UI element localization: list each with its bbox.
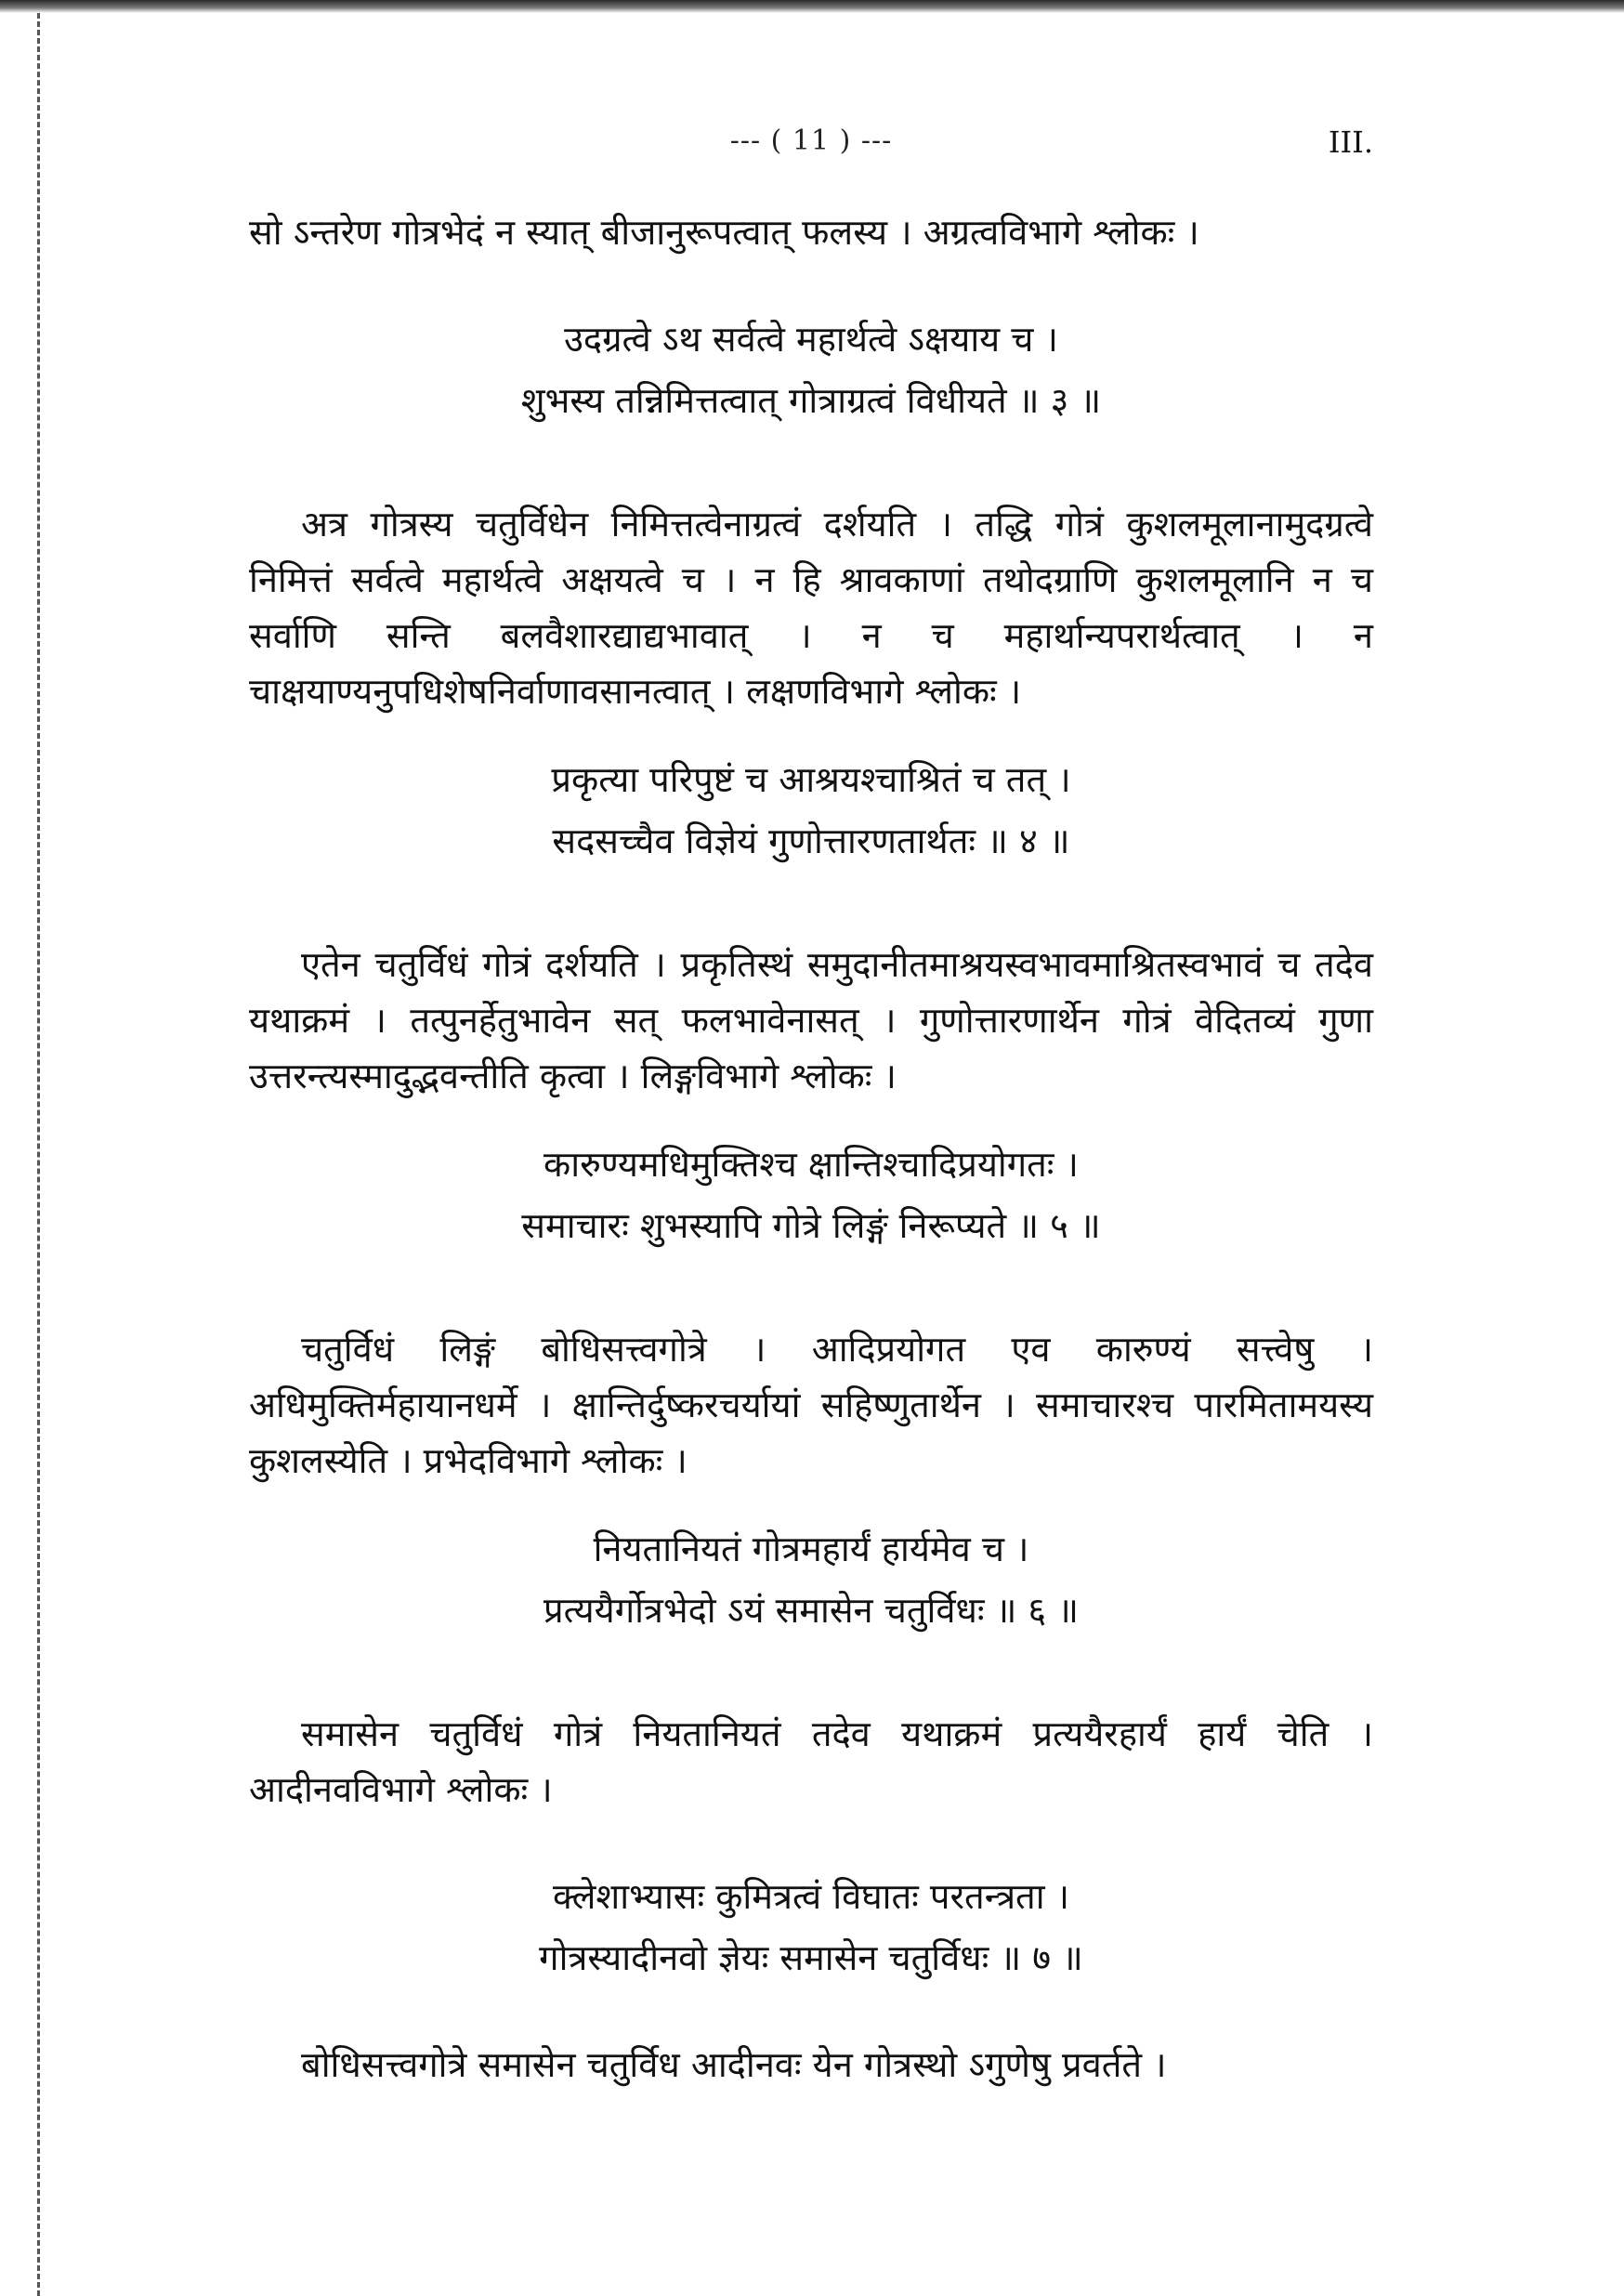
document-page [249,119,1373,2093]
verse-block [249,308,1373,431]
verse-line: समाचारः शुभस्यापि गोत्रे लिङ्गं निरूप्यते ॥ ५ ॥ [521,1205,1101,1246]
verse-line: उदग्रत्वे ऽथ सर्वत्वे महार्थत्वे ऽक्षयाय च । [564,319,1058,360]
verse-block [249,1866,1373,1988]
prose-paragraph: समासेन चतुर्विधं गोत्रं नियतानियतं तदेव यथाक्रमं प्रत्ययैरहार्यं हार्यं चेति । आदीनवविभागे श्लोकः । [249,1713,1373,1810]
verse-line: गोत्रस्यादीनवो ज्ञेयः समासेन चतुर्विधः ॥ ७ ॥ [539,1937,1083,1978]
verse-line: कारुण्यमधिमुक्तिश्च क्षान्तिश्चादिप्रयोगतः । [544,1144,1079,1185]
verse-line: क्लेशाभ्यासः कुमित्रत्वं विघातः परतन्त्रता । [552,1876,1070,1917]
verse-block [249,749,1373,872]
prose-paragraph: बोधिसत्त्वगोत्रे समासेन चतुर्विध आदीनवः येन गोत्रस्थो ऽगुणेषु प्रवर्तते । [301,2044,1167,2085]
verse-line: शुभस्य तन्निमित्तत्वात् गोत्राग्रत्वं विधीयते ॥ ३ ॥ [520,380,1102,421]
page-top-edge [0,0,1624,13]
prose-paragraph: अत्र गोत्रस्य चतुर्विधेन निमित्तत्वेनाग्रत्वं दर्शयति । तद्धि गोत्रं कुशलमूलानामुदग्रत्वे निमित्तं सर्वत्वे महार्थत्वे अक्षयत्वे च । न हि श्रावकाणां तथोदग्राणि कुशलमूलानि न च सर्वाणि सन्ति बलवैशारद्याद्यभावात् । न च महार्थान्यपरार्थत्वात् । न चाक्षयाण्यनुपधिशेषनिर्वाणावसानत्वात् । लक्षणविभागे श्लोकः । [249,504,1373,712]
prose-paragraph: सो ऽन्तरेण गोत्रभेदं न स्यात् बीजानुरूपत्वात् फलस्य । अग्रत्वविभागे श्लोकः । [249,212,1199,253]
signature-mark: III. [1328,125,1373,160]
verse-line: नियतानियतं गोत्रमहार्यं हार्यमेव च । [593,1528,1029,1569]
verse-line: प्रत्ययैर्गोत्रभेदो ऽयं समासेन चतुर्विधः ॥ ६ ॥ [543,1590,1080,1631]
page-left-margin-line [37,13,40,2296]
verse-line: सदसच्चैव विज्ञेयं गुणोत्तारणतार्थतः ॥ ४ ॥ [552,820,1070,861]
prose-paragraph: एतेन चतुर्विधं गोत्रं दर्शयति । प्रकृतिस्थं समुदानीतमाश्रयस्वभावमाश्रितस्वभावं च तदेव यथाक्रमं । तत्पुनर्हेतुभावेन सत् फलभावेनासत् । गुणोत्तारणार्थेन गोत्रं वेदितव्यं गुणा उत्तरन्त्यस्मादुद्भवन्तीति कृत्वा । लिङ्गविभागे श्लोकः । [249,944,1373,1096]
page-number: --- ( 11 ) --- [729,125,893,157]
page-header [249,119,1373,175]
verse-block [249,1134,1373,1256]
prose-paragraph: चतुर्विधं लिङ्गं बोधिसत्त्वगोत्रे । आदिप्रयोगत एव कारुण्यं सत्त्वेषु । अधिमुक्तिर्महायानधर्मे । क्षान्तिर्दुष्करचर्यायां सहिष्णुतार्थेन । समाचारश्च पारमितामयस्य कुशलस्येति । प्रभेदविभागे श्लोकः । [249,1329,1373,1481]
verse-block [249,1518,1373,1641]
verse-line: प्रकृत्या परिपुष्टं च आश्रयश्चाश्रितं च तत् । [551,759,1071,800]
